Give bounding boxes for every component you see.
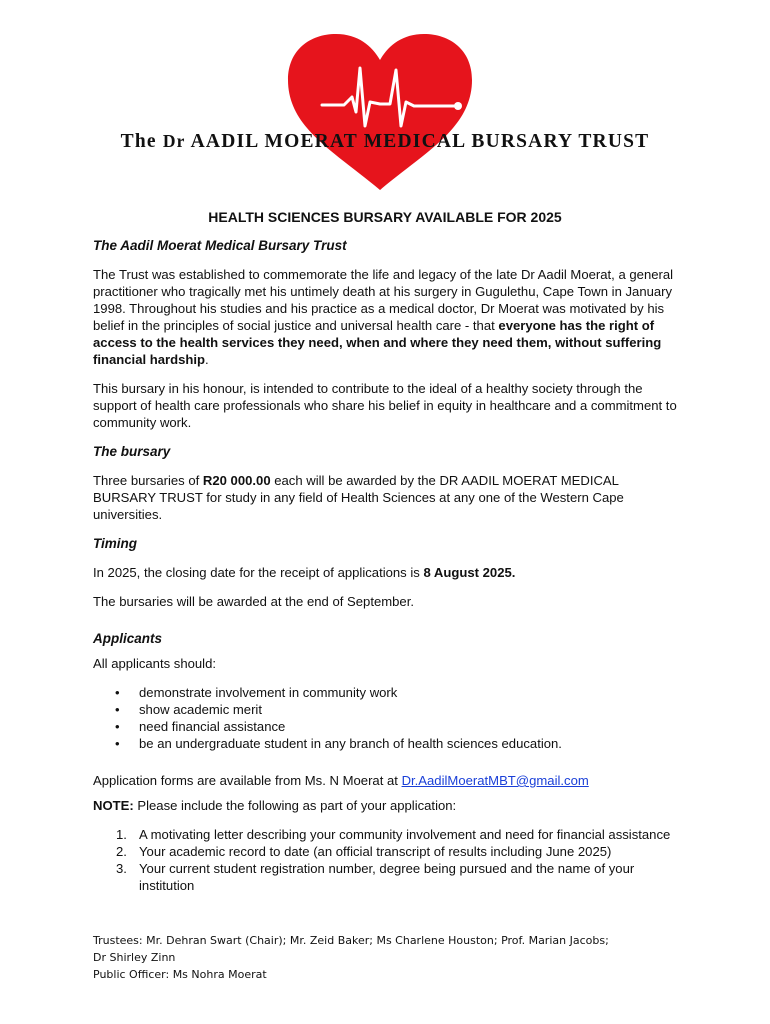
timing-paragraph	[93, 564, 683, 581]
heart-pulse-icon	[280, 30, 480, 192]
list-number: 3.	[116, 861, 127, 876]
pulse-end-dot	[454, 102, 462, 110]
applicants-title: Applicants	[93, 631, 163, 646]
application-forms-line	[93, 772, 683, 789]
bursary-text-a: Three bursaries of	[93, 473, 203, 488]
trust-title-dr: Dr	[162, 131, 186, 151]
email-link[interactable]: Dr.AadilMoeratMBT@gmail.com	[401, 773, 589, 788]
about-paragraph-2: This bursary in his honour, is intended to contribute to the ideal of a healthy society through the support of health care professionals who share his belief in equity in healthcare and a commitment to community work.	[93, 381, 677, 430]
application-documents-list	[93, 826, 683, 894]
bursary-title: The bursary	[93, 444, 171, 459]
bursary-paragraph	[93, 472, 683, 523]
list-item: • demonstrate involvement in community work	[93, 684, 683, 701]
applicant-requirements-list	[93, 684, 683, 752]
about-title: The Aadil Moerat Medical Bursary Trust	[93, 238, 347, 253]
about-text: The Trust was established to commemorate the life and legacy of the late Dr Aadil Moerat, a general practitioner who tragically met his untimely death at his surgery in Gugulethu, Cape Town in January 1998. Throughout his studies and his practice as a medical doctor, Dr Moerat was motivated by his belief in the principles of social justice and universal health care - that	[93, 267, 674, 333]
note-line	[93, 797, 683, 814]
list-item: • need financial assistance	[93, 718, 683, 735]
page-heading: HEALTH SCIENCES BURSARY AVAILABLE FOR 2025	[208, 209, 562, 225]
trust-title	[0, 131, 770, 153]
trust-title-prefix: The	[120, 131, 157, 152]
bursary-amount: R20 000.00	[202, 473, 271, 488]
about-text-end: .	[205, 352, 209, 367]
list-number: 1.	[116, 827, 127, 842]
list-item: • show academic merit	[93, 701, 683, 718]
timing-text-a: In 2025, the closing date for the receipt of applications is	[93, 565, 424, 580]
note-text: Please include the following as part of your application:	[133, 798, 457, 813]
applicants-intro: All applicants should:	[93, 656, 217, 671]
list-number: 2.	[116, 844, 127, 859]
document-body	[93, 237, 683, 894]
trustees-line-2: Dr Shirley Zinn	[93, 951, 176, 964]
list-item: • be an undergraduate student in any branch of health sciences education.	[93, 735, 683, 752]
trustees-line-1: Trustees: Mr. Dehran Swart (Chair); Mr. Zeid Baker; Ms Charlene Houston; Prof. Marian Jacobs;	[93, 934, 609, 947]
footer	[93, 932, 693, 983]
list-text: Your current student registration number, degree being pursued and the name of your institution	[139, 861, 635, 893]
public-officer: Public Officer: Ms Nohra Moerat	[93, 968, 267, 981]
list-item	[93, 860, 683, 894]
award-timing: The bursaries will be awarded at the end of September.	[93, 594, 414, 609]
forms-text: Application forms are available from Ms. N Moerat at	[93, 773, 402, 788]
about-paragraph-1	[93, 266, 683, 368]
bursary-text-b: each will be awarded by the DR AADIL MOERAT MEDICAL BURSARY TRUST for study in any field of Health Sciences at any one of the Western Cape universities.	[93, 473, 624, 522]
timing-title: Timing	[93, 536, 138, 551]
heart-shape	[288, 34, 472, 190]
trust-title-name: AADIL MOERAT MEDICAL BURSARY TRUST	[190, 131, 650, 152]
list-text: A motivating letter describing your community involvement and need for financial assistance	[139, 827, 671, 842]
about-text-emphasis: everyone has the right of access to the health services they need, when and where they need them, without suffering financial hardship	[93, 318, 662, 367]
note-label: NOTE:	[93, 798, 134, 813]
list-item	[93, 843, 683, 860]
closing-date: 8 August 2025.	[423, 565, 516, 580]
list-text: Your academic record to date (an official transcript of results including June 2025)	[139, 844, 612, 859]
list-item	[93, 826, 683, 843]
